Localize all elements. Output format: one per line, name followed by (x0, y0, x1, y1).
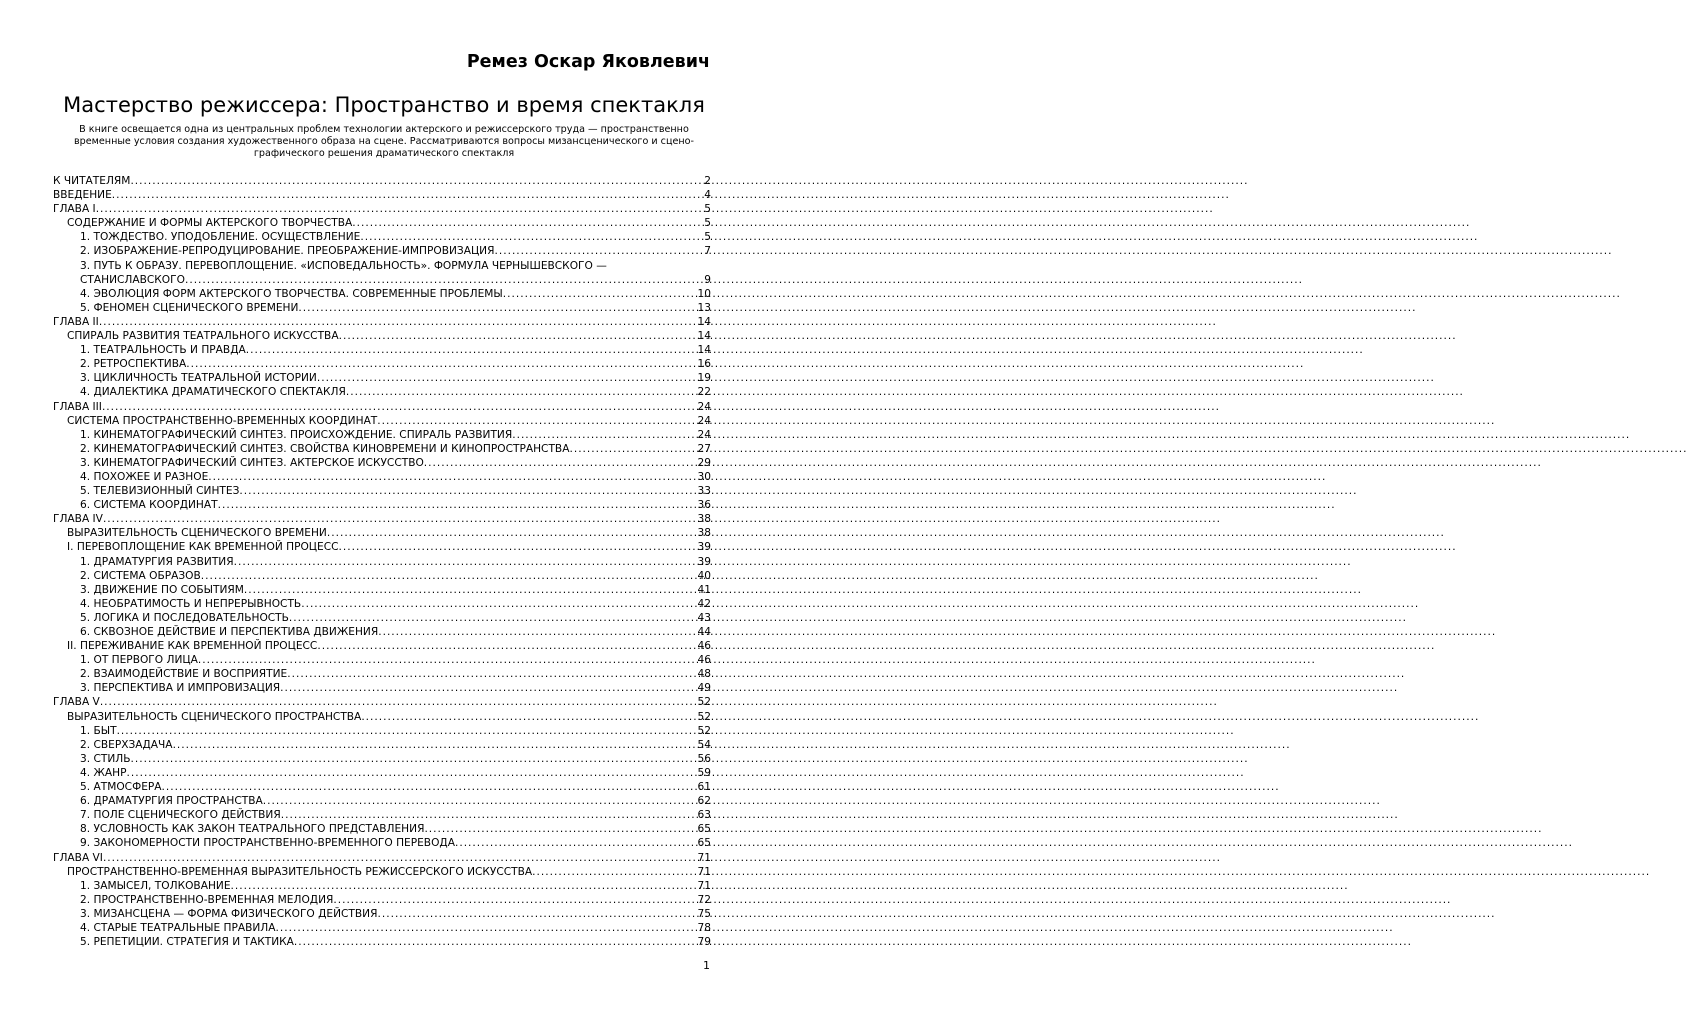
dot-leader (378, 625, 697, 639)
toc-entry-title: СИСТЕМА ПРОСТРАНСТВЕННО-ВРЕМЕННЫХ КООРДИНАТ (67, 414, 378, 427)
dot-leader (317, 639, 697, 653)
toc-entry[interactable] (53, 230, 711, 244)
toc-entry-title: 4. ДИАЛЕКТИКА ДРАМАТИЧЕСКОГО СПЕКТАКЛЯ (80, 386, 346, 399)
toc-entry-title: 1. ОТ ПЕРВОГО ЛИЦА (80, 654, 198, 667)
toc-entry-title: 4. ЖАНР (80, 766, 127, 779)
toc-entry-title: 5. РЕПЕТИЦИИ. СТРАТЕГИЯ И ТАКТИКА (80, 936, 294, 949)
toc-entry[interactable] (53, 822, 711, 836)
toc-entry-title: 5. ЛОГИКА И ПОСЛЕДОВАТЕЛЬНОСТЬ (80, 611, 289, 624)
toc-entry[interactable] (53, 893, 711, 907)
toc-entry-page: 14 (697, 344, 711, 357)
toc-entry[interactable] (53, 174, 711, 188)
toc-entry[interactable] (53, 907, 711, 921)
toc-entry-page: 7 (704, 245, 711, 258)
toc-entry-page: 4 (704, 189, 711, 202)
dot-leader (532, 865, 697, 879)
toc-entry-title: ГЛАВА VI (53, 851, 103, 864)
toc-entry-page: 62 (697, 795, 711, 808)
toc-entry-page: 5 (704, 217, 711, 230)
toc-entry-title: ГЛАВА V (53, 696, 100, 709)
toc-entry-title: 9. ЗАКОНОМЕРНОСТИ ПРОСТРАНСТВЕННО-ВРЕМЕННОГО ПЕРЕВОДА (80, 837, 455, 850)
toc-entry-title: 7. ПОЛЕ СЦЕНИЧЕСКОГО ДЕЙСТВИЯ (80, 809, 281, 822)
toc-entry-title: 1. КИНЕМАТОГРАФИЧЕСКИЙ СИНТЕЗ. ПРОИСХОЖДЕНИЕ. СПИРАЛЬ РАЗВИТИЯ (80, 428, 513, 441)
dot-leader (512, 428, 697, 442)
dot-leader (173, 738, 698, 752)
toc-entry-title: 1. БЫТ (80, 724, 117, 737)
dot-leader (294, 935, 698, 949)
toc-entry[interactable] (53, 357, 711, 371)
toc-entry[interactable] (53, 188, 711, 202)
toc-entry-title: 2. СВЕРХЗАДАЧА (80, 738, 173, 751)
toc-entry-title: СОДЕРЖАНИЕ И ФОРМЫ АКТЕРСКОГО ТВОРЧЕСТВА (67, 217, 353, 230)
dot-leader (424, 456, 698, 470)
toc-entry-continuation[interactable] (53, 273, 711, 287)
toc-entry[interactable] (53, 442, 711, 456)
toc-entry[interactable] (53, 512, 711, 526)
toc-entry-page: 65 (697, 837, 711, 850)
toc-entry[interactable] (53, 710, 711, 724)
toc-entry-page: 39 (697, 541, 711, 554)
dot-leader (569, 442, 697, 456)
dot-leader (455, 836, 698, 850)
toc-entry-title: 1. ЗАМЫСЕЛ, ТОЛКОВАНИЕ (80, 879, 231, 892)
toc-entry[interactable] (53, 681, 711, 695)
dot-leader (360, 230, 704, 244)
toc-entry[interactable] (53, 569, 711, 583)
dot-leader (327, 526, 698, 540)
dot-leader (287, 667, 697, 681)
dot-leader (298, 301, 697, 315)
toc-entry-page: 63 (697, 809, 711, 822)
toc-entry-title: 5. ТЕЛЕВИЗИОННЫЙ СИНТЕЗ (80, 485, 240, 498)
dot-leader (352, 216, 704, 230)
toc-entry-page: 48 (697, 668, 711, 681)
toc-entry-page: 9 (704, 273, 711, 286)
dot-leader (494, 244, 704, 258)
toc-entry-title: 2. КИНЕМАТОГРАФИЧЕСКИЙ СИНТЕЗ. СВОЙСТВА КИНОВРЕМЕНИ И КИНОПРОСТРАНСТВА (80, 442, 570, 455)
toc-entry[interactable] (53, 216, 711, 230)
toc-entry-title: 2. ВЗАИМОДЕЙСТВИЕ И ВОСПРИЯТИЕ (80, 668, 288, 681)
dot-leader (239, 484, 697, 498)
toc-entry[interactable] (53, 259, 711, 273)
dot-leader (377, 907, 697, 921)
toc-entry[interactable] (53, 851, 711, 865)
toc-entry[interactable] (53, 244, 711, 258)
toc-entry-title: 2. СИСТЕМА ОБРАЗОВ (80, 569, 201, 582)
dot-leader (281, 808, 698, 822)
toc-entry-page: 52 (697, 724, 711, 737)
toc-entry[interactable] (53, 371, 711, 385)
dot-leader (218, 498, 698, 512)
toc-entry[interactable] (53, 752, 711, 766)
toc-entry-page: 52 (697, 696, 711, 709)
toc-entry[interactable] (53, 794, 711, 808)
dot-leader (276, 921, 698, 935)
toc-entry-title: 4. ЭВОЛЮЦИЯ ФОРМ АКТЕРСКОГО ТВОРЧЕСТВА. СОВРЕМЕННЫЕ ПРОБЛЕМЫ (80, 287, 503, 300)
toc-entry[interactable] (53, 555, 711, 569)
toc-entry-page: 14 (697, 330, 711, 343)
toc-entry-page: 56 (697, 752, 711, 765)
dot-leader (377, 414, 697, 428)
toc-entry-title: 4. ПОХОЖЕЕ И РАЗНОЕ (80, 470, 209, 483)
toc-entry-title: СПИРАЛЬ РАЗВИТИЯ ТЕАТРАЛЬНОГО ИСКУССТВА (67, 330, 339, 343)
toc-entry-title: ГЛАВА IV (53, 513, 103, 526)
dot-leader (186, 357, 697, 371)
book-annotation: В книге освещается одна из центральных проблем технологии актерского и режиссерского труда — пространственно временные условия создания художественного образа на сцене. Рассматриваются вопросы мизансценического и сцено-графического решения драматического спектакля (74, 124, 694, 160)
toc-entry[interactable] (53, 329, 711, 343)
toc-entry[interactable] (53, 625, 711, 639)
dot-leader (112, 188, 704, 202)
toc-entry[interactable] (53, 385, 711, 399)
toc-entry[interactable] (53, 695, 711, 709)
toc-entry-title: ГЛАВА II (53, 315, 99, 328)
toc-entry-title: ВВЕДЕНИЕ (53, 189, 112, 202)
toc-entry-title: 5. ФЕНОМЕН СЦЕНИЧЕСКОГО ВРЕМЕНИ (80, 301, 299, 314)
toc-entry[interactable] (53, 202, 711, 216)
page-number: 1 (703, 959, 710, 972)
toc-entry[interactable] (53, 526, 711, 540)
dot-leader (208, 470, 697, 484)
toc-entry[interactable] (53, 766, 711, 780)
toc-entry[interactable] (53, 583, 711, 597)
toc-entry[interactable] (53, 879, 711, 893)
toc-entry-page: 22 (697, 386, 711, 399)
dot-leader (185, 273, 704, 287)
dot-leader (301, 597, 697, 611)
toc-entry-page: 39 (697, 555, 711, 568)
toc-entry-title: 6. ДРАМАТУРГИЯ ПРОСТРАНСТВА (80, 795, 263, 808)
toc-entry-page: 71 (697, 879, 711, 892)
toc-entry[interactable] (53, 653, 711, 667)
dot-leader (234, 555, 698, 569)
toc-entry-title: ВЫРАЗИТЕЛЬНОСТЬ СЦЕНИЧЕСКОГО ВРЕМЕНИ (67, 527, 327, 540)
toc-entry-title: 3. ПУТЬ К ОБРАЗУ. ПЕРЕВОПЛОЩЕНИЕ. «ИСПОВЕДАЛЬНОСТЬ». ФОРМУЛА ЧЕРНЫШЕВСКОГО — (80, 259, 607, 272)
dot-leader (103, 851, 698, 865)
toc-entry-page: 30 (697, 470, 711, 483)
toc-entry-page: 59 (697, 766, 711, 779)
toc-entry-title: К ЧИТАТЕЛЯМ (53, 175, 131, 187)
toc-entry[interactable] (53, 667, 711, 681)
toc-entry[interactable] (53, 780, 711, 794)
dot-leader (244, 583, 698, 597)
toc-entry[interactable] (53, 456, 711, 470)
dot-leader (102, 400, 698, 414)
toc-entry-page: 24 (697, 400, 711, 413)
toc-entry-title: 3. КИНЕМАТОГРАФИЧЕСКИЙ СИНТЕЗ. АКТЕРСКОЕ ИСКУССТВО (80, 456, 424, 469)
toc-entry-page: 36 (697, 499, 711, 512)
toc-entry[interactable] (53, 301, 711, 315)
toc-entry-page: 42 (697, 597, 711, 610)
book-title: Мастерство режиссера: Пространство и время спектакля (63, 93, 705, 117)
toc-entry[interactable] (53, 470, 711, 484)
table-of-contents (53, 174, 711, 949)
toc-entry-title: 3. ПЕРСПЕКТИВА И ИМПРОВИЗАЦИЯ (80, 682, 281, 695)
dot-leader (333, 893, 697, 907)
dot-leader (117, 724, 698, 738)
toc-entry-page: 10 (697, 287, 711, 300)
toc-entry-page: 49 (697, 682, 711, 695)
dot-leader (424, 822, 697, 836)
toc-entry-page: 78 (697, 921, 711, 934)
dot-leader (131, 752, 698, 766)
toc-entry[interactable] (53, 836, 711, 850)
toc-entry-title: 3. СТИЛЬ (80, 752, 131, 765)
toc-entry[interactable] (53, 428, 711, 442)
toc-entry-title: 2. РЕТРОСПЕКТИВА (80, 358, 187, 371)
toc-entry-page: 13 (697, 301, 711, 314)
toc-entry-title: I. ПЕРЕВОПЛОЩЕНИЕ КАК ВРЕМЕННОЙ ПРОЦЕСС (67, 541, 339, 554)
dot-leader (162, 780, 698, 794)
dot-leader (130, 174, 704, 188)
toc-entry-page: 44 (697, 626, 711, 638)
toc-entry[interactable] (53, 865, 711, 879)
toc-entry[interactable] (53, 414, 711, 428)
toc-entry-title: 5. АТМОСФЕРА (80, 781, 162, 794)
toc-entry-title: 3. ДВИЖЕНИЕ ПО СОБЫТИЯМ (80, 583, 244, 596)
toc-entry[interactable] (53, 498, 711, 512)
toc-entry[interactable] (53, 540, 711, 554)
toc-entry-page: 19 (697, 372, 711, 385)
toc-entry-page: 61 (697, 781, 711, 794)
toc-entry-page: 46 (697, 640, 711, 653)
toc-entry-title: 2. ИЗОБРАЖЕНИЕ-РЕПРОДУЦИРОВАНИЕ. ПРЕОБРАЖЕНИЕ-ИМПРОВИЗАЦИЯ (80, 245, 495, 258)
toc-entry-page: 41 (697, 583, 711, 596)
toc-entry-page: 29 (697, 456, 711, 469)
toc-entry-page: 71 (697, 865, 711, 878)
toc-entry-page: 24 (697, 414, 711, 427)
toc-entry-page: 24 (697, 428, 711, 441)
toc-entry-page: 5 (704, 203, 711, 216)
dot-leader (246, 343, 698, 357)
toc-entry[interactable] (53, 921, 711, 935)
toc-entry-title: 1. ДРАМАТУРГИЯ РАЗВИТИЯ (80, 555, 234, 568)
dot-leader (317, 371, 698, 385)
dot-leader (346, 385, 698, 399)
toc-entry[interactable] (53, 484, 711, 498)
toc-entry[interactable] (53, 935, 711, 949)
toc-entry[interactable] (53, 287, 711, 301)
toc-entry-title: 4. СТАРЫЕ ТЕАТРАЛЬНЫЕ ПРАВИЛА (80, 921, 276, 934)
dot-leader (127, 766, 698, 780)
dot-leader (339, 329, 698, 343)
toc-entry-page: 5 (704, 231, 711, 244)
toc-entry-title: 1. ТОЖДЕСТВО. УПОДОБЛЕНИЕ. ОСУЩЕСТВЛЕНИЕ (80, 231, 361, 244)
toc-entry-page: 65 (697, 823, 711, 836)
toc-entry-page: 33 (697, 485, 711, 498)
toc-entry-title: 2. ПРОСТРАНСТВЕННО-ВРЕМЕННАЯ МЕЛОДИЯ (80, 893, 334, 906)
toc-entry-title: ГЛАВА I (53, 203, 96, 216)
toc-entry[interactable] (53, 400, 711, 414)
toc-entry[interactable] (53, 808, 711, 822)
toc-entry-title: 3. ЦИКЛИЧНОСТЬ ТЕАТРАЛЬНОЙ ИСТОРИИ (80, 372, 317, 385)
toc-entry[interactable] (53, 724, 711, 738)
toc-entry-title: 6. СКВОЗНОЕ ДЕЙСТВИЕ И ПЕРСПЕКТИВА ДВИЖЕНИЯ (80, 626, 379, 638)
dot-leader (96, 202, 705, 216)
toc-entry-page: 46 (697, 654, 711, 667)
toc-entry[interactable] (53, 315, 711, 329)
dot-leader (289, 611, 698, 625)
dot-leader (361, 710, 697, 724)
toc-entry-page: 72 (697, 893, 711, 906)
toc-entry-title: 3. МИЗАНСЦЕНА — ФОРМА ФИЗИЧЕСКОГО ДЕЙСТВИЯ (80, 907, 378, 920)
toc-entry-page: 27 (697, 442, 711, 455)
dot-leader (103, 512, 698, 526)
dot-leader (280, 681, 697, 695)
author-name: Ремез Оскар Яковлевич (466, 52, 710, 72)
toc-entry-page: 38 (697, 513, 711, 526)
toc-entry-title: 4. НЕОБРАТИМОСТЬ И НЕПРЕРЫВНОСТЬ (80, 597, 302, 610)
toc-entry-title: 8. УСЛОВНОСТЬ КАК ЗАКОН ТЕАТРАЛЬНОГО ПРЕДСТАВЛЕНИЯ (80, 823, 425, 836)
dot-leader (263, 794, 698, 808)
dot-leader (231, 879, 698, 893)
toc-entry-title: 1. ТЕАТРАЛЬНОСТЬ И ПРАВДА (80, 344, 246, 357)
dot-leader (503, 287, 698, 301)
toc-entry[interactable] (53, 738, 711, 752)
toc-entry-page: 79 (697, 936, 711, 949)
toc-entry-page: 54 (697, 738, 711, 751)
toc-entry-title: ГЛАВА III (53, 400, 102, 413)
toc-entry-page: 2 (704, 175, 711, 187)
dot-leader (99, 315, 698, 329)
toc-entry-page: 71 (697, 851, 711, 864)
toc-entry-page: 16 (697, 358, 711, 371)
toc-entry[interactable] (53, 611, 711, 625)
dot-leader (198, 653, 698, 667)
dot-leader (201, 569, 698, 583)
dot-leader (339, 540, 698, 554)
toc-entry-page: 52 (697, 710, 711, 723)
toc-entry-title: II. ПЕРЕЖИВАНИЕ КАК ВРЕМЕННОЙ ПРОЦЕСС (67, 640, 318, 653)
toc-entry[interactable] (53, 343, 711, 357)
toc-entry-title-continued: СТАНИСЛАВСКОГО (80, 273, 185, 286)
toc-entry[interactable] (53, 639, 711, 653)
toc-entry-title: 6. СИСТЕМА КООРДИНАТ (80, 499, 218, 512)
dot-leader (100, 695, 698, 709)
toc-entry-page: 14 (697, 315, 711, 328)
toc-entry[interactable] (53, 597, 711, 611)
toc-entry-page: 43 (697, 611, 711, 624)
toc-entry-page: 38 (697, 527, 711, 540)
toc-entry-title: ВЫРАЗИТЕЛЬНОСТЬ СЦЕНИЧЕСКОГО ПРОСТРАНСТВА (67, 710, 362, 723)
toc-entry-title: ПРОСТРАНСТВЕННО-ВРЕМЕННАЯ ВЫРАЗИТЕЛЬНОСТЬ РЕЖИССЕРСКОГО ИСКУССТВА (67, 865, 533, 878)
toc-entry-page: 75 (697, 907, 711, 920)
toc-entry-page: 40 (697, 569, 711, 582)
